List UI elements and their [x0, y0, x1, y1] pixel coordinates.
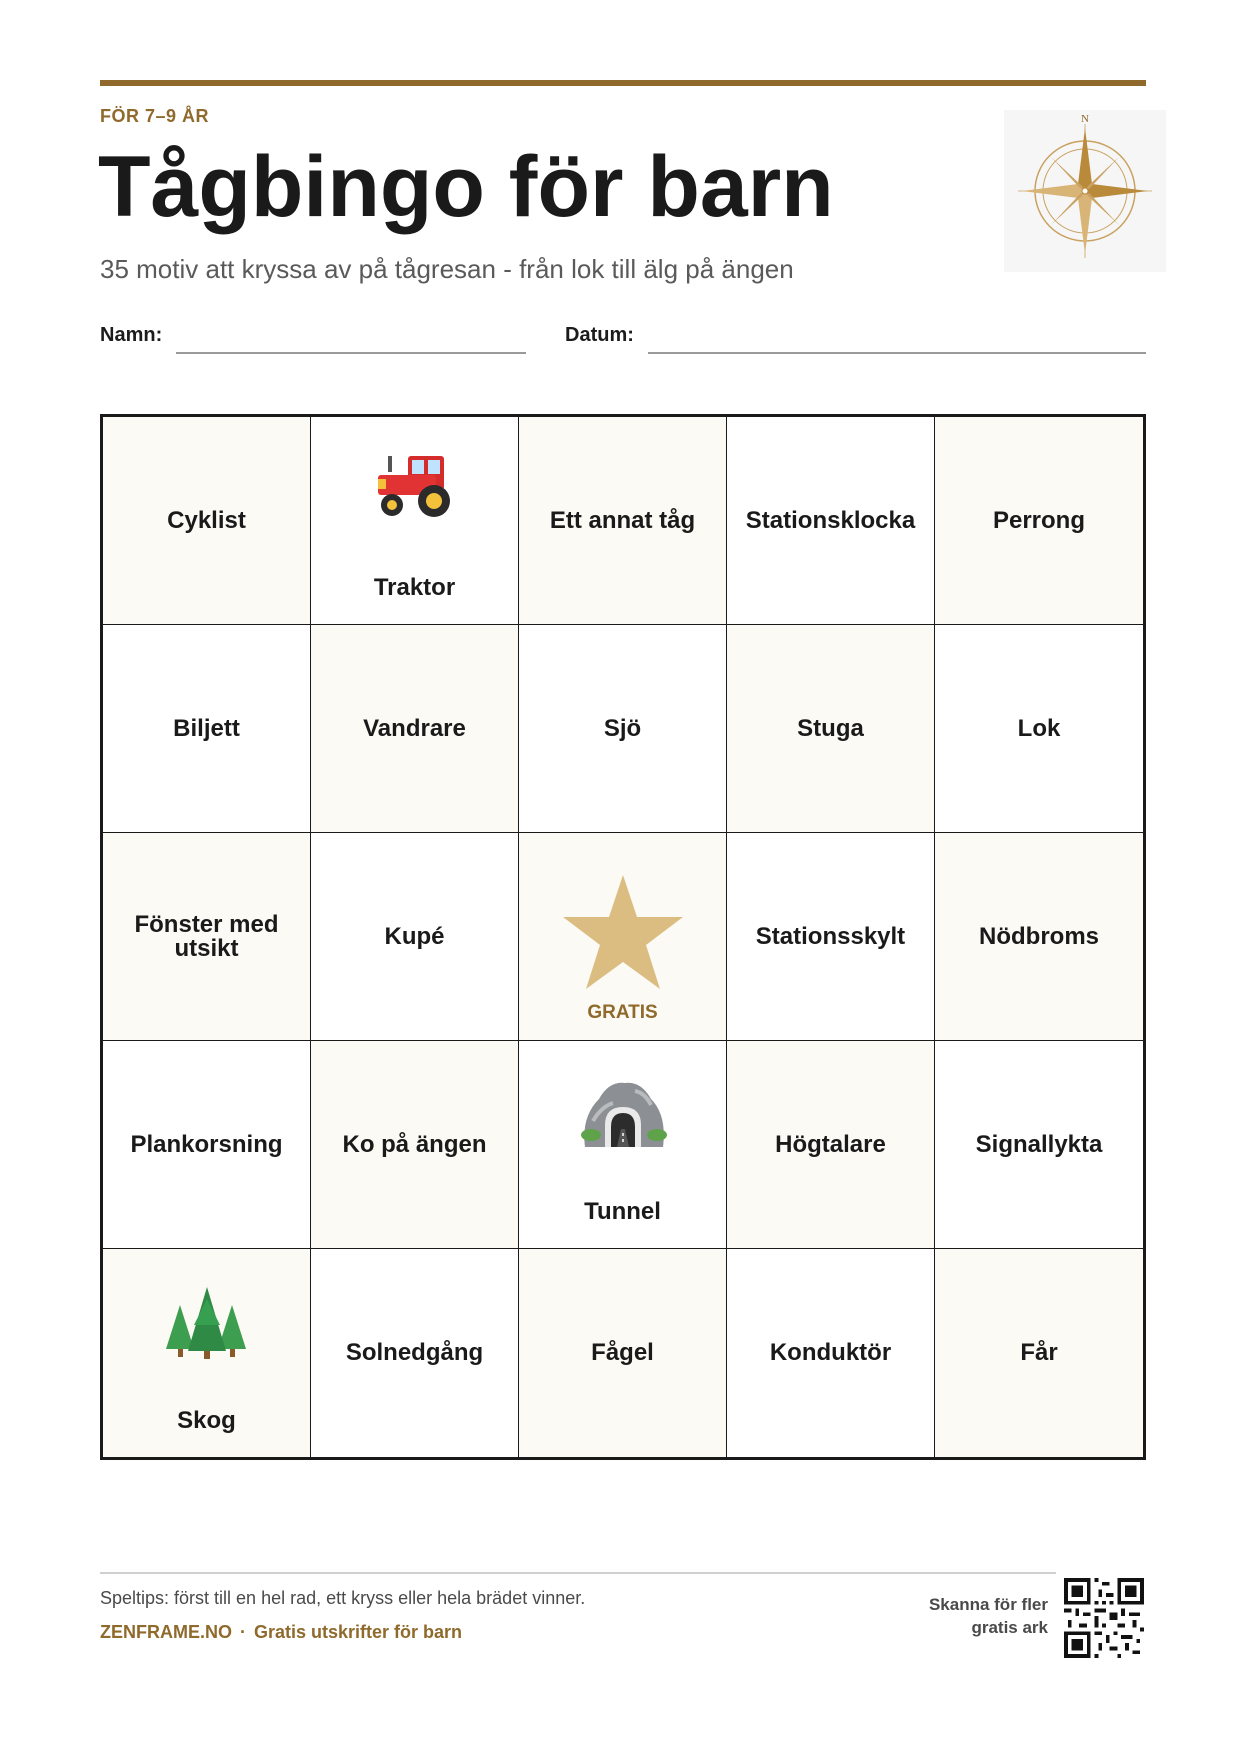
- tunnel-icon: [579, 1077, 667, 1149]
- cell-label: Högtalare: [775, 1130, 886, 1158]
- qr-code-icon[interactable]: [1064, 1578, 1144, 1658]
- bingo-cell[interactable]: [727, 1249, 935, 1457]
- svg-text:N: N: [1081, 113, 1089, 125]
- scan-line-2: gratis ark: [971, 1617, 1048, 1637]
- bingo-cell[interactable]: [935, 625, 1143, 833]
- cell-label: Biljett: [173, 714, 240, 742]
- cell-label: Traktor: [373, 574, 456, 601]
- scan-text: [888, 1594, 1048, 1640]
- date-field[interactable]: [648, 352, 1146, 354]
- bingo-cell[interactable]: [103, 1249, 311, 1457]
- brand-tagline: Gratis utskrifter för barn: [254, 1622, 463, 1642]
- compass-rose-icon: [1004, 110, 1166, 272]
- bingo-cell[interactable]: [311, 625, 519, 833]
- cell-label: Cyklist: [167, 506, 246, 534]
- bingo-board: [100, 414, 1146, 1460]
- bingo-cell[interactable]: [935, 1249, 1143, 1457]
- bingo-cell[interactable]: [935, 417, 1143, 625]
- brand-link[interactable]: ZENFRAME.NO: [100, 1622, 232, 1642]
- name-label: Namn:: [100, 324, 163, 346]
- cell-label: Plankorsning: [130, 1130, 283, 1158]
- cell-label: Stationsskylt: [755, 922, 906, 950]
- cell-label: Sjö: [603, 714, 642, 742]
- cell-label: Fågel: [591, 1339, 654, 1366]
- date-label: Datum:: [565, 324, 634, 346]
- free-label: GRATIS: [587, 1002, 658, 1023]
- bingo-cell[interactable]: [103, 417, 311, 625]
- cell-label: Konduktör: [769, 1339, 892, 1366]
- tractor-icon: [374, 453, 456, 519]
- bingo-cell[interactable]: [311, 833, 519, 1041]
- footer-rule: [100, 1572, 1056, 1574]
- bingo-cell[interactable]: [935, 1041, 1143, 1249]
- cell-label: Lok: [1017, 714, 1061, 742]
- cell-label: Signallykta: [975, 1130, 1103, 1158]
- bingo-cell[interactable]: [103, 833, 311, 1041]
- play-tip: Speltips: först till en hel rad, ett kryss eller hela brädet vinner.: [100, 1588, 586, 1608]
- cell-label: Kupé: [384, 922, 445, 950]
- bingo-cell[interactable]: [519, 1041, 727, 1249]
- cell-label: Stationsklocka: [745, 506, 916, 534]
- cell-label: Skog: [177, 1407, 236, 1434]
- forest-icon: [164, 1285, 250, 1361]
- bingo-cell[interactable]: [727, 417, 935, 625]
- page-title: Tågbingo för barn: [98, 139, 834, 235]
- cell-label: Får: [1020, 1339, 1058, 1366]
- bingo-cell[interactable]: [311, 1041, 519, 1249]
- cell-label: Perrong: [992, 506, 1085, 534]
- top-rule: [100, 80, 1146, 86]
- bingo-cell[interactable]: [727, 1041, 935, 1249]
- cell-label: Ett annat tåg: [549, 506, 696, 534]
- brand-line: [100, 1622, 462, 1643]
- bingo-cell[interactable]: [103, 1041, 311, 1249]
- bingo-cell[interactable]: [311, 417, 519, 625]
- name-field[interactable]: [176, 352, 526, 354]
- cell-label: Nödbroms: [979, 922, 1099, 950]
- bingo-cell[interactable]: [727, 833, 935, 1041]
- brand-separator: ·: [240, 1622, 246, 1642]
- cell-label: Fönster med utsikt: [134, 910, 279, 962]
- cell-label: Tunnel: [584, 1198, 661, 1225]
- cell-label: Stuga: [797, 714, 864, 742]
- free-cell[interactable]: [519, 833, 727, 1041]
- age-label: FÖR 7–9 ÅR: [100, 106, 210, 126]
- cell-label: Vandrare: [363, 714, 466, 742]
- bingo-cell[interactable]: [519, 625, 727, 833]
- bingo-cell[interactable]: [103, 625, 311, 833]
- bingo-cell[interactable]: [727, 625, 935, 833]
- star-icon: [561, 873, 685, 991]
- bingo-cell[interactable]: [935, 833, 1143, 1041]
- cell-label: Ko på ängen: [342, 1130, 487, 1158]
- bingo-cell[interactable]: [519, 1249, 727, 1457]
- bingo-cell[interactable]: [519, 417, 727, 625]
- cell-label: Solnedgång: [345, 1339, 484, 1366]
- bingo-cell[interactable]: [311, 1249, 519, 1457]
- scan-line-1: Skanna för fler: [928, 1595, 1048, 1614]
- page-subtitle: 35 motiv att kryssa av på tågresan - från lok till älg på ängen: [100, 254, 794, 284]
